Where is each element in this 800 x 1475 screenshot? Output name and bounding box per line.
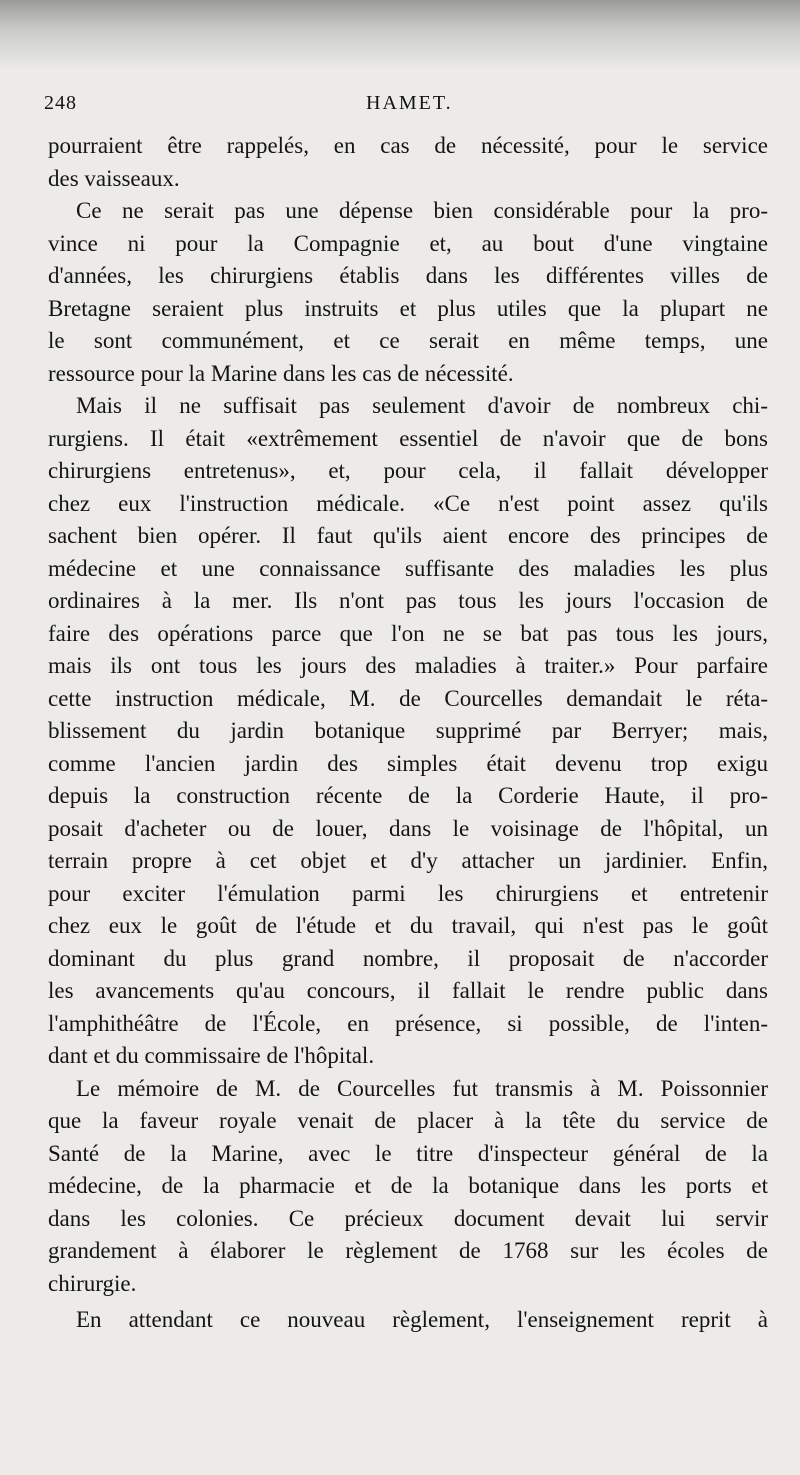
scan-edge-shadow — [0, 0, 800, 70]
text-line: dans les colonies. Ce précieux document devait lui servir — [48, 1205, 768, 1231]
text-line: comme l'ancien jardin des simples était devenu trop exigu — [48, 750, 768, 776]
paragraph-start-line: Ce ne serait pas une dépense bien considérable pour la pro- — [76, 198, 768, 223]
paragraph-start-line: Mais il ne suffisait pas seulement d'avoir de nombreux chi- — [76, 393, 768, 418]
text-line: blissement du jardin botanique supprimé par Berryer; mais, — [48, 718, 768, 743]
text-line: sachent bien opérer. Il faut qu'ils aient encore des principes de — [48, 523, 768, 548]
paragraph-start-line: Le mémoire de M. de Courcelles fut transmis à M. Poissonnier — [76, 1075, 768, 1101]
text-line: dant et du commissaire de l'hôpital. — [48, 1043, 375, 1068]
text-line: chez eux le goût de l'étude et du travail, qui n'est pas le goût — [48, 913, 768, 938]
text-line: ressource pour la Marine dans les cas de nécessité. — [48, 360, 514, 386]
text-line: Bretagne seraient plus instruits et plus utiles que la plupart ne — [48, 295, 768, 321]
text-line: médecine, de la pharmacie et de la botanique dans les ports et — [48, 1173, 768, 1198]
text-line: faire des opérations parce que l'on ne se bat pas tous les jours, — [48, 620, 768, 646]
text-line: grandement à élaborer le règlement de 1768 sur les écoles de — [48, 1238, 768, 1263]
running-head — [44, 92, 764, 122]
text-line: Santé de la Marine, avec le titre d'inspecteur général de la — [48, 1140, 768, 1166]
text-line: mais ils ont tous les jours des maladies à traiter.» Pour parfaire — [48, 653, 768, 678]
text-line: le sont communément, et ce serait en même temps, une — [48, 328, 768, 353]
text-line: les avancements qu'au concours, il fallait le rendre public dans — [48, 978, 768, 1003]
page-number: 248 — [44, 92, 77, 114]
text-line: pour exciter l'émulation parmi les chirurgiens et entretenir — [48, 880, 768, 906]
text-line: rurgiens. Il était «extrêmement essentiel de n'avoir que de bons — [48, 425, 768, 451]
text-line: ordinaires à la mer. Ils n'ont pas tous les jours l'occasion de — [48, 588, 768, 613]
text-line: depuis la construction récente de la Corderie Haute, il pro- — [48, 783, 768, 808]
text-line: vince ni pour la Compagnie et, au bout d'une vingtaine — [48, 230, 768, 256]
text-line: l'amphithéâtre de l'École, en présence, si possible, de l'inten- — [48, 1010, 768, 1036]
text-line: posait d'acheter ou de louer, dans le voisinage de l'hôpital, un — [48, 815, 768, 841]
text-line: cette instruction médicale, M. de Courcelles demandait le réta- — [48, 685, 768, 711]
body-text — [48, 130, 768, 1337]
text-line: chez eux l'instruction médicale. «Ce n'est point assez qu'ils — [48, 490, 768, 516]
text-line: chirurgie. — [48, 1270, 137, 1296]
text-line: pourraient être rappelés, en cas de nécessité, pour le service — [48, 133, 768, 158]
text-line: que la faveur royale venait de placer à la tête du service de — [48, 1108, 768, 1133]
running-title: HAMET. — [366, 92, 453, 114]
text-line: d'années, les chirurgiens établis dans les différentes villes de — [48, 263, 768, 288]
text-line: des vaisseaux. — [48, 165, 180, 191]
paragraph-start-line: En attendant ce nouveau règlement, l'enseignement reprit à — [76, 1307, 768, 1332]
text-line: terrain propre à cet objet et d'y attacher un jardinier. Enfin, — [48, 848, 768, 873]
text-line: chirurgiens entretenus», et, pour cela, il fallait développer — [48, 458, 768, 483]
text-line: médecine et une connaissance suffisante des maladies les plus — [48, 555, 768, 581]
text-line: dominant du plus grand nombre, il proposait de n'accorder — [48, 945, 768, 971]
